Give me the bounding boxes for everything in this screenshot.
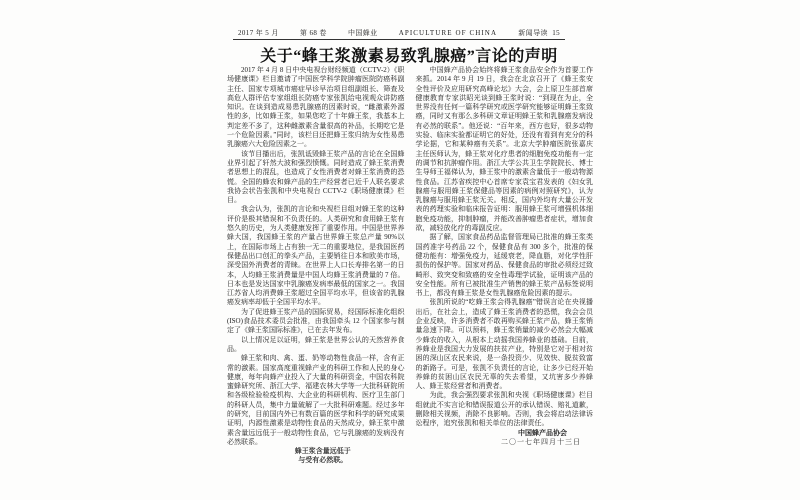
header-rule bbox=[233, 39, 565, 40]
paragraph: 中国蜂产品协会始终将蜂王浆食品安全作为首要工作来抓。2014 年 9 月 19 日，我会在北京召开了《蜂王浆安全性评价及应用研究高峰论坛》大会，会上原卫生部首席健康教育专家洪昭光谈到蜂王浆时说：“到现在为止，全世界没有任何一篇科学研究或医学研究能够证明蜂王浆致癌，同时又有那么多科研文章证明蜂王浆和乳腺癌发病没有必然的联系”。他还说：“百年来，西方也好，很多动物实验、临床实验都证明它的好处，还没有看到有充分的科学论据，它和某种癌有关系”。北京大学肿瘤医院张嘉庆主任医师认为，蜂王浆对化疗患者的细胞免疫功能有一定的调节和抗肿瘤作用。浙江大学公共卫生学院院长、博士生导师王福俤认为，蜂王浆中的激素含量低于一般动物源性食品。江苏省疾控中心首席专家袁宝君发表的《妇女乳腺癌与服用蜂王浆保健品等因素的病例对照研究》，认为乳腺癌与服用蜂王浆无关。相反，国内外均有大量公开发表的药理实验和临床报告证明：服用蜂王浆可增强机体细胞免疫功能，抑制肿瘤，并能改善肿瘤患者症状，增加食欲，减轻放化疗的毒副反应。 bbox=[415, 66, 593, 233]
paragraph: 为了促进蜂王浆产品的国际贸易，经国际标准化组织(ISO)食品技术委员会批准，由我国牵头 12 个国家参与制定了《蜂王浆国际标准》，已在去年发布。 bbox=[227, 307, 405, 335]
article-title: 关于“蜂王浆激素易致乳腺癌”言论的声明 bbox=[260, 48, 558, 65]
running-head bbox=[238, 28, 560, 38]
paragraph: 以上情况足以证明，蜂王浆是世界公认的天然营养食品。 bbox=[227, 335, 405, 353]
journal-name-en: APICULTURE OF CHINA bbox=[398, 29, 498, 37]
page-number: 15 bbox=[552, 29, 560, 37]
paragraph: 蜂王浆和肉、禽、蛋、奶等动物性食品一样，含有正常的激素。国家高度重视蜂产业的科研工作和人民的身心健康，每年向蜂产业投入了大量的科研资金，中国农科院蜜蜂研究所、浙江大学、福建农林大学等一大批科研院所和各级检验检疫机构、大企业的科研机构、医疗卫生部门的科研人员，集中力量破解了一大批科研难题。经过多年的研究，目前国内外已有数百篇的医学和科学的研究成果证明，内源性激素是动物性食品的天然成分，蜂王浆中激素含量远远低于一般动物性食品，它与乳腺癌的发病没有必然联系。 bbox=[227, 354, 405, 446]
print-ghost-line: 与受有必然联。 bbox=[298, 456, 348, 465]
paragraph: 该节目播出后，张凯诋毁蜂王浆产品的言论在全国蜂业界引起了轩然大波和强烈愤慨。同时造成了蜂王浆消费者思想上的混乱，也造成了女性消费者对蜂王浆消费的恐慌。全国的蜂农和蜂产品的生产经营者已近千人联名要求我协会状告张凯和中央电视台 CCTV-2《职场健康课》栏目。 bbox=[227, 149, 405, 205]
paragraph: 2017 年 4 月 8 日中央电视台财经频道（CCTV-2）《职场健康课》栏目邀请了中国医学科学院肿瘤医院防癌科副主任、国家专项城市癌症早诊早治项目组副组长、筛查及高危人群评估专家组组长防癌专家张凯给电视观众讲防癌知识。在谈到造成易患乳腺癌的因素时说，“雌激素外源性的多，比如蜂王浆，如果您吃了十年蜂王浆，我基本上判定差不多了，这种雌激素含量很高的补品，长期吃它是一个危险因素。”同时，该栏目还把蜂王浆归纳为女性易患乳腺癌六大危险因素之一。 bbox=[227, 66, 405, 149]
signature-date: 二〇一七年四月十三日 bbox=[501, 437, 581, 446]
left-column bbox=[227, 66, 405, 498]
paragraph: 张凯所说的“吃蜂王浆会得乳腺癌”错误言论在央视播出后，在社会上，造成了蜂王浆消费者的恐慌，我会会员企业反映，许多消费者不敢再购买蜂王浆产品，蜂王浆销量急速下降。可以预料，蜂王浆销量的减少必然会大幅减少蜂农的收入，从根本上动摇我国养蜂业的基础。目前，养蜂业是我国大力发展的扶贫产业，特别是它对于相对贫困的深山区农民来说，是一条投资少、见效快、脱贫致富的新路子。可是，张凯不负责任的言论，让多少已经开始养蜂的贫困山区农民无辜的失去希望，又坑害多少养蜂人、蜂王浆经营者和消费者。 bbox=[415, 298, 593, 391]
section-name: 新闻导读 bbox=[518, 29, 548, 37]
paragraph: 据了解，国家食品药品监督管理局已批准的蜂王浆类国药准字号药品 22 个，保健食品有 300 多个，批准的保健功能有：增强免疫力，延缓衰老，降血脂，对化学性肝损伤的保护等。国家对药品、保健食品的审批必须经过致畸形、致突变和致癌的安全性毒理学试验，证明该产品的安全性能。所有已被批准生产销售的蜂王浆产品标签说明书上，都没有蜂王浆是女性乳腺癌危险因素的提示。 bbox=[415, 233, 593, 298]
article-body bbox=[227, 66, 593, 498]
journal-name-cn: 中国蜂业 bbox=[347, 29, 378, 37]
issue-date: 2017 年 5 月 bbox=[238, 29, 279, 37]
right-column bbox=[416, 66, 594, 498]
paragraph: 为此，我会强烈要求张凯和央视《职场健康课》栏目组就此不实言论和错误报道公开的承认错误、赔礼道歉，删除相关视频，消除不良影响。否则，我会将启动法律诉讼程序，追究张凯和相关单位的法律责任。 bbox=[415, 391, 593, 428]
section-and-page bbox=[518, 28, 560, 38]
volume: 第 68 卷 bbox=[299, 29, 327, 37]
paragraph: 我会认为，张凯的言论和央视栏目组对蜂王浆的这种评价是极其错误和不负责任的。人类研究和食用蜂王浆有悠久的历史，为人类健康发挥了重要作用。中国是世界养蜂大国，我国蜂王浆的产量占世界蜂王浆总产量 90%以上，在国际市场上占有独一无二的重要地位，是我国医药保健品出口创汇的拳头产品，主要销往日本和欧美市场，深受国外消费者的青睐。在世界上人口长寿排名第一的日本，人均蜂王浆消费量是中国人均蜂王浆消费量的 7 倍。日本也是发达国家中乳腺癌发病率最低的国家之一。我国江苏省人均消费蜂王浆超过全国平均水平，但该省的乳腺癌发病率却低于全国平均水平。 bbox=[227, 205, 405, 307]
signature-org: 中国蜂产品协会 bbox=[518, 428, 567, 437]
print-ghost-line: 蜂王浆含量远低于 bbox=[294, 447, 351, 456]
